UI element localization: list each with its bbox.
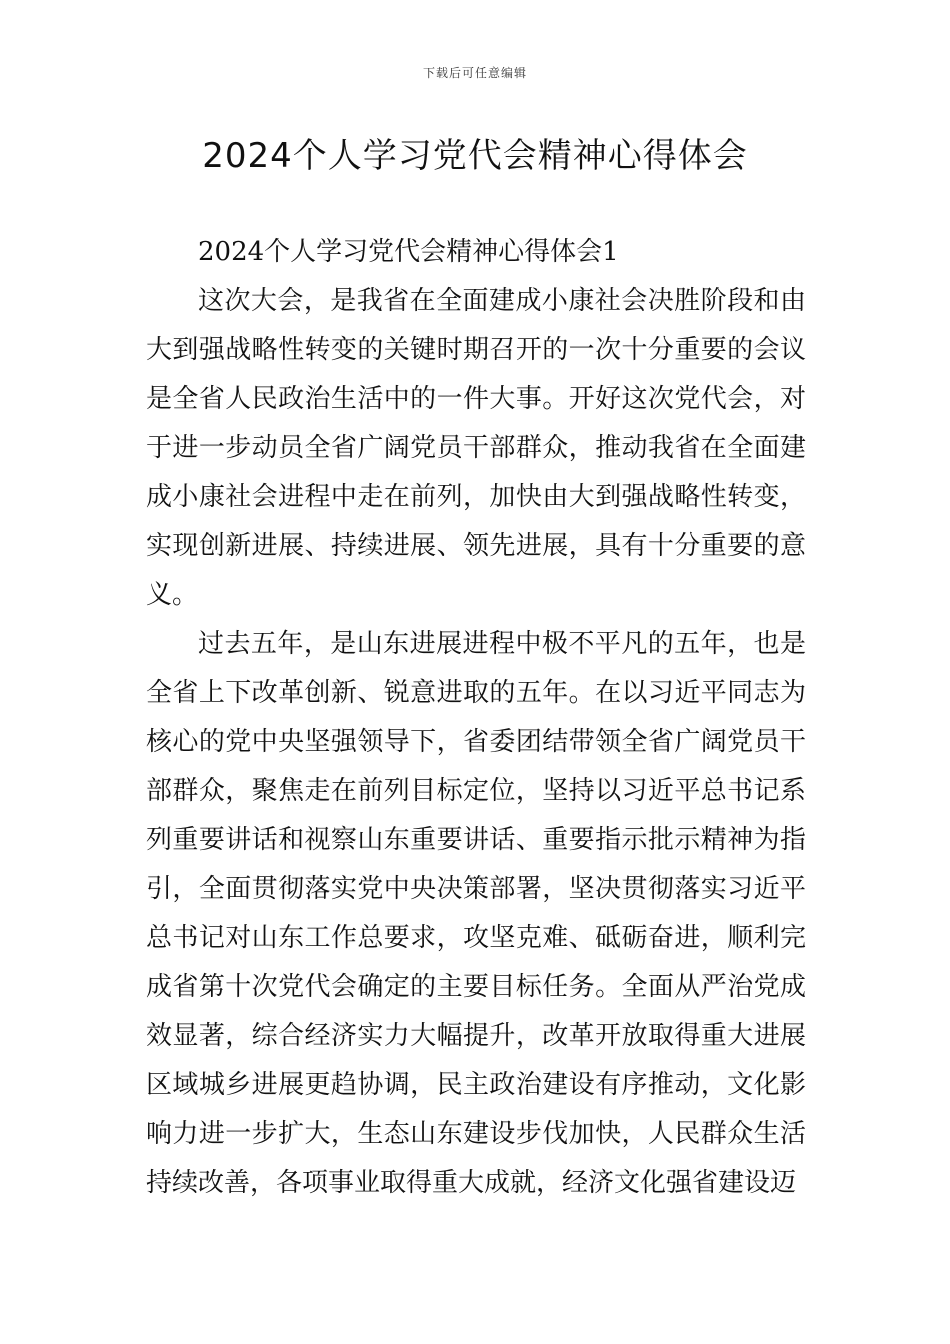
section-heading: 2024个人学习党代会精神心得体会1 <box>198 237 619 267</box>
paragraph-2: 过去五年，是山东进展进程中极不平凡的五年，也是全省上下改革创新、锐意进取的五年。在以习近平同志为核心的党中央坚强领导下，省委团结带领全省广阔党员干部群众，聚焦走在前列目标定位，坚持以习近平总书记系列重要讲话和视察山东重要讲话、重要指示批示精神为指引，全面贯彻落实党中央决策部署，坚决贯彻落实习近平总书记对山东工作总要求，攻坚克难、砥砺奋进，顺利完成省第十次党代会确定的主要目标任务。全面从严治党成效显著，综合经济实力大幅提升，改革开放取得重大进展区域城乡进展更趋协调，民主政治建设有序推动，文化影响力进一步扩大，生态山东建设步伐加快，人民群众生活持续改善，各项事业取得重大成就，经济文化强省建设迈 <box>146 629 806 1198</box>
document-title: 2024个人学习党代会精神心得体会 <box>202 136 748 176</box>
paragraph-1: 这次大会，是我省在全面建成小康社会决胜阶段和由大到强战略性转变的关键时期召开的一次十分重要的会议是全省人民政治生活中的一件大事。开好这次党代会，对于进一步动员全省广阔党员干部群众，推动我省在全面建成小康社会进程中走在前列，加快由大到强战略性转变，实现创新进展、持续进展、领先进展，具有十分重要的意义。 <box>146 286 806 610</box>
header-note: 下载后可任意编辑 <box>422 66 527 80</box>
document-body <box>146 228 806 1208</box>
